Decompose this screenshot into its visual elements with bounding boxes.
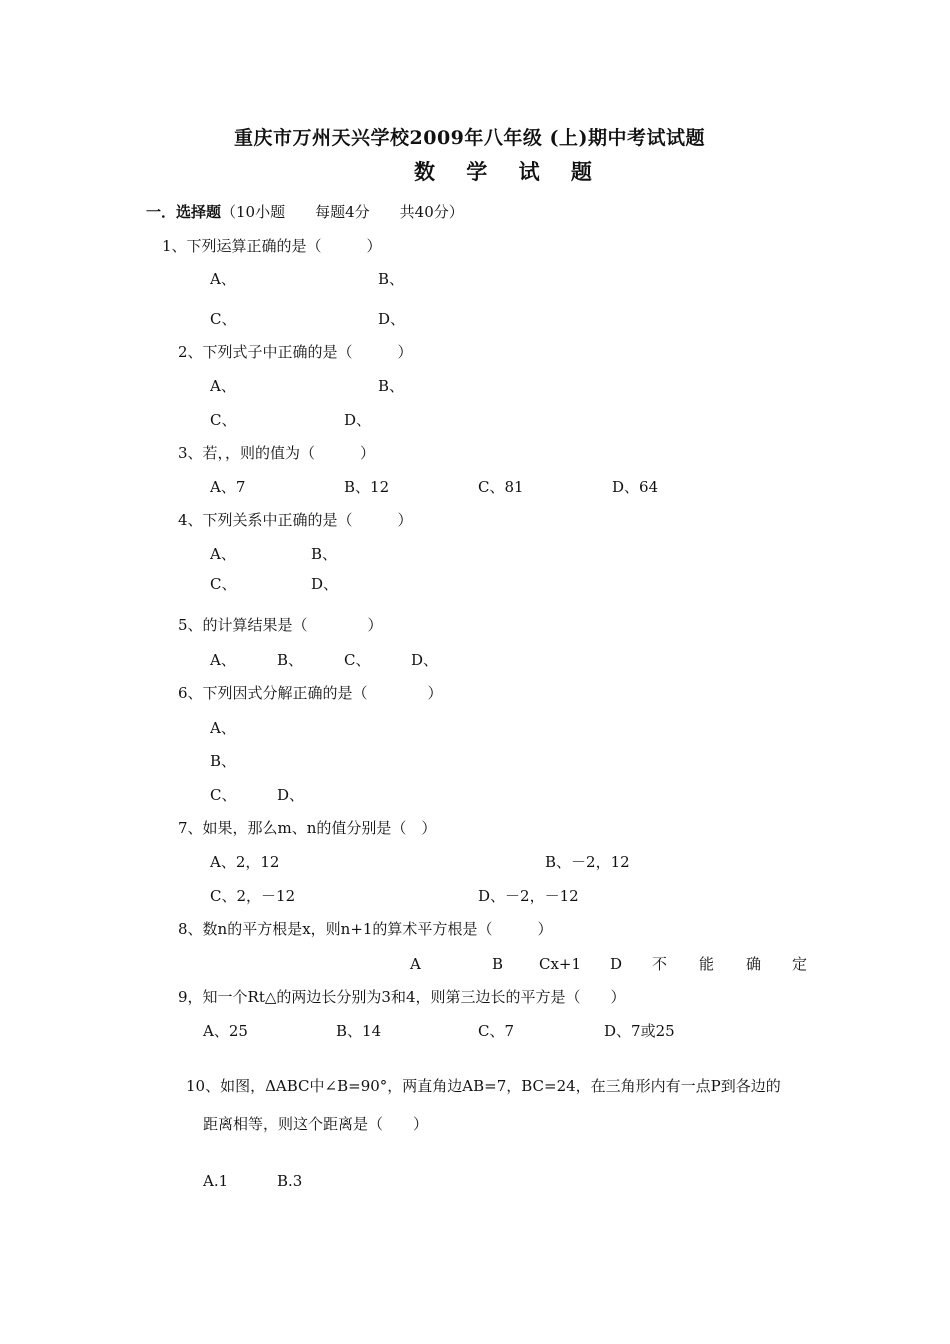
section-heading — [146, 203, 464, 221]
question-2-option-b: B、 — [378, 377, 405, 395]
question-9-option-c: C、7 — [478, 1022, 515, 1040]
page-subtitle: 数 学 试 题 — [414, 159, 604, 184]
question-8-option-d-text-1: 不 — [652, 955, 668, 973]
question-7-option-a: A、2，12 — [210, 853, 280, 871]
question-3-option-c: C、81 — [478, 478, 524, 496]
question-6-option-d: D、 — [277, 786, 305, 804]
question-1-stem: 1、下列运算正确的是（ ） — [162, 237, 382, 255]
question-9-stem: 9，知一个Rt△的两边长分别为3和4，则第三边长的平方是（ ） — [178, 988, 626, 1006]
question-6-option-a: A、 — [210, 719, 236, 737]
question-8-option-d: D — [610, 955, 623, 973]
question-8-option-d-text-2: 能 — [699, 955, 715, 973]
question-7-option-b: B、－2，12 — [545, 853, 630, 871]
question-6-stem: 6、下列因式分解正确的是（ ） — [178, 684, 443, 702]
question-4-option-d: D、 — [311, 575, 339, 593]
question-10-option-a: A.1 — [203, 1172, 229, 1190]
question-8-option-a: A — [410, 955, 421, 973]
question-4-option-b: B、 — [311, 545, 338, 563]
question-1-option-b: B、 — [378, 270, 405, 288]
question-3-stem: 3、若，，则的值为（ ） — [178, 444, 376, 462]
question-2-stem: 2、下列式子中正确的是（ ） — [178, 343, 413, 361]
question-5-option-c: C、 — [344, 651, 371, 669]
question-7-option-d: D、－2，－12 — [478, 887, 579, 905]
question-1-option-c: C、 — [210, 310, 237, 328]
question-1-option-a: A、 — [210, 270, 236, 288]
section-info: （10小题 每题4分 共40分） — [221, 203, 464, 221]
question-3-option-a: A、7 — [210, 478, 246, 496]
question-8-option-c: Cx+1 — [539, 955, 582, 973]
question-5-option-b: B、 — [277, 651, 304, 669]
question-5-option-a: A、 — [210, 651, 236, 669]
question-9-option-a: A、25 — [203, 1022, 248, 1040]
question-8-option-b: B — [492, 955, 504, 973]
question-5-option-d: D、 — [411, 651, 439, 669]
question-3-option-d: D、64 — [612, 478, 659, 496]
question-2-option-a: A、 — [210, 377, 236, 395]
question-4-stem: 4、下列关系中正确的是（ ） — [178, 511, 413, 529]
page-title: 重庆市万州天兴学校2009年八年级 (上)期中考试试题 — [234, 127, 705, 149]
question-2-option-c: C、 — [210, 411, 237, 429]
question-9-option-d: D、7或25 — [604, 1022, 675, 1040]
question-7-stem: 7、如果，那么m、n的值分别是（ ） — [178, 819, 437, 837]
question-2-option-d: D、 — [344, 411, 372, 429]
question-8-stem: 8、数n的平方根是x，则n+1的算术平方根是（ ） — [178, 920, 553, 938]
question-7-option-c: C、2，－12 — [210, 887, 296, 905]
question-4-option-c: C、 — [210, 575, 237, 593]
question-8-option-d-text-3: 确 — [746, 955, 762, 973]
question-4-option-a: A、 — [210, 545, 236, 563]
question-5-stem: 5、的计算结果是（ ） — [178, 616, 383, 634]
question-10-option-b: B.3 — [277, 1172, 303, 1190]
question-6-option-b: B、 — [210, 752, 237, 770]
question-10-stem-line-1: 10、如图，ΔABC中∠B=90°，两直角边AB=7，BC=24，在三角形内有一点P到各边的 — [186, 1077, 781, 1095]
question-3-option-b: B、12 — [344, 478, 390, 496]
question-10-stem-line-2: 距离相等，则这个距离是（ ） — [203, 1115, 429, 1133]
section-title: 一．选择题 — [146, 203, 222, 221]
question-1-option-d: D、 — [378, 310, 406, 328]
question-6-option-c: C、 — [210, 786, 237, 804]
question-8-option-d-text-4: 定 — [792, 955, 808, 973]
question-9-option-b: B、14 — [336, 1022, 382, 1040]
